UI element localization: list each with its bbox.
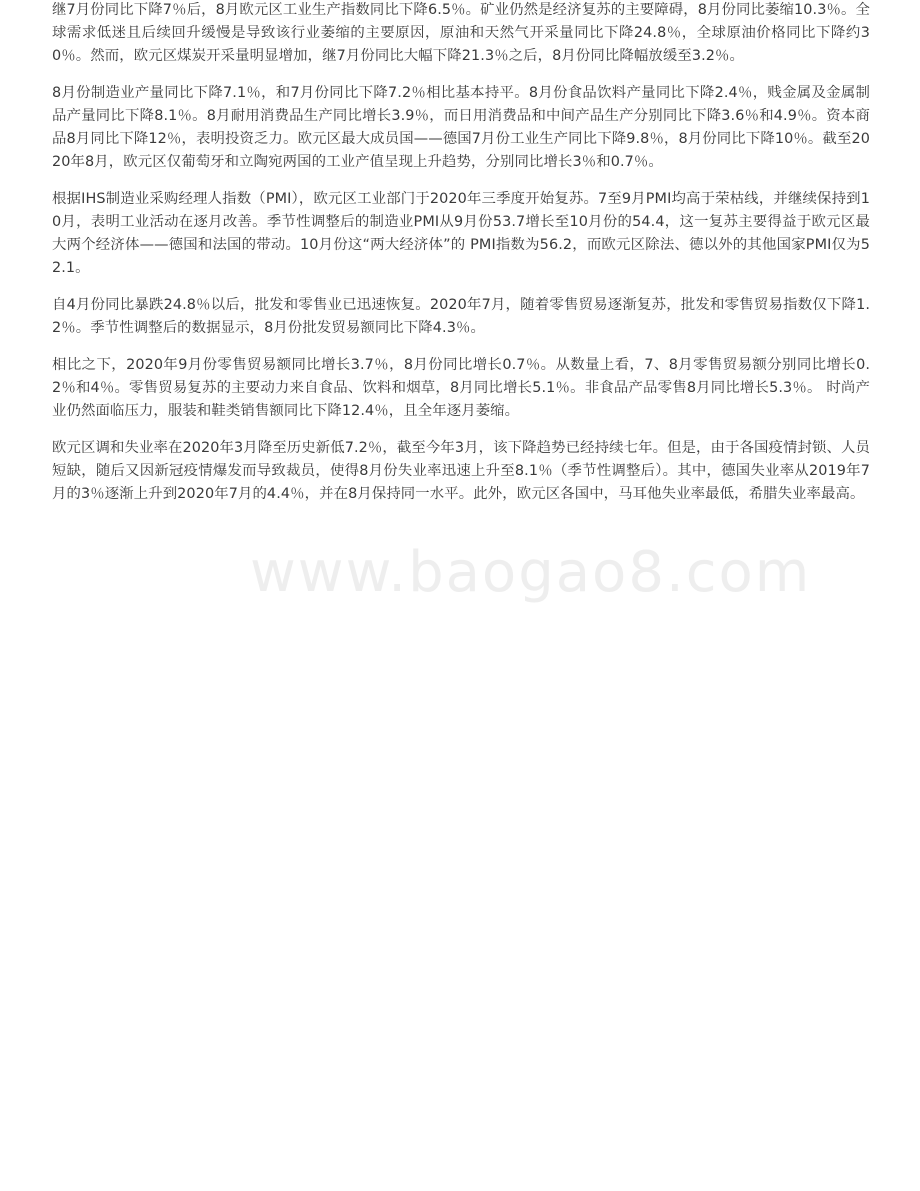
paragraph-pmi: 根据IHS制造业采购经理人指数（PMI），欧元区工业部门于2020年三季度开始复苏。7至9月PMI均高于荣枯线，并继续保持到10月，表明工业活动在逐月改善。季节性调整后的制造业PMI从9月份53.7增长至10月份的54.4，这一复苏主要得益于欧元区最大两个经济体——德国和法国的带动。10月份这“两大经济体”的 PMI指数为56.2，而欧元区除法、德以外的其他国家PMI仅为52.1。 — [52, 191, 870, 276]
paragraph-manufacturing-output: 8月份制造业产量同比下降7.1％，和7月份同比下降7.2％相比基本持平。8月份食品饮料产量同比下降2.4％，贱金属及金属制品产量同比下降8.1％。8月耐用消费品生产同比增长3.9％，而日用消费品和中间产品生产分别同比下降3.6％和4.9％。资本商品8月同比下降12％，表明投资乏力。欧元区最大成员国——德国7月份工业生产同比下降9.8％，8月份同比下降10％。截至2020年8月，欧元区仅葡萄牙和立陶宛两国的工业产值呈现上升趋势，分别同比增长3％和0.7％。 — [52, 85, 870, 170]
paragraph-unemployment: 欧元区调和失业率在2020年3月降至历史新低7.2％，截至今年3月，该下降趋势已经持续七年。但是，由于各国疫情封锁、人员短缺，随后又因新冠疫情爆发而导致裁员，使得8月份失业率迅速上升至8.1％（季节性调整后）。其中，德国失业率从2019年7月的3％逐渐上升到2020年7月的4.4％，并在8月保持同一水平。此外，欧元区各国中，马耳他失业率最低，希腊失业率最高。 — [52, 440, 870, 502]
document-body — [52, 0, 870, 520]
paragraph-retail-trade: 相比之下，2020年9月份零售贸易额同比增长3.7％，8月份同比增长0.7％。从数量上看，7、8月零售贸易额分别同比增长0.2％和4％。零售贸易复苏的主要动力来自食品、饮料和烟草，8月同比增长5.1％。非食品产品零售8月同比增长5.3％。 时尚产业仍然面临压力，服装和鞋类销售额同比下降12.4％，且全年逐月萎缩。 — [52, 357, 870, 419]
watermark-text: www.baogao8.com — [250, 540, 812, 605]
paragraph-wholesale-retail: 自4月份同比暴跌24.8％以后，批发和零售业已迅速恢复。2020年7月，随着零售贸易逐渐复苏，批发和零售贸易指数仅下降1.2％。季节性调整后的数据显示，8月份批发贸易额同比下降4.3％。 — [52, 297, 870, 336]
paragraph-industrial-production: 继7月份同比下降7％后，8月欧元区工业生产指数同比下降6.5％。矿业仍然是经济复苏的主要障碍，8月份同比萎缩10.3％。全球需求低迷且后续回升缓慢是导致该行业萎缩的主要原因，原油和天然气开采量同比下降24.8％，全球原油价格同比下降约30％。然而，欧元区煤炭开采量明显增加，继7月份同比大幅下降21.3％之后，8月份同比降幅放缓至3.2％。 — [52, 2, 870, 64]
